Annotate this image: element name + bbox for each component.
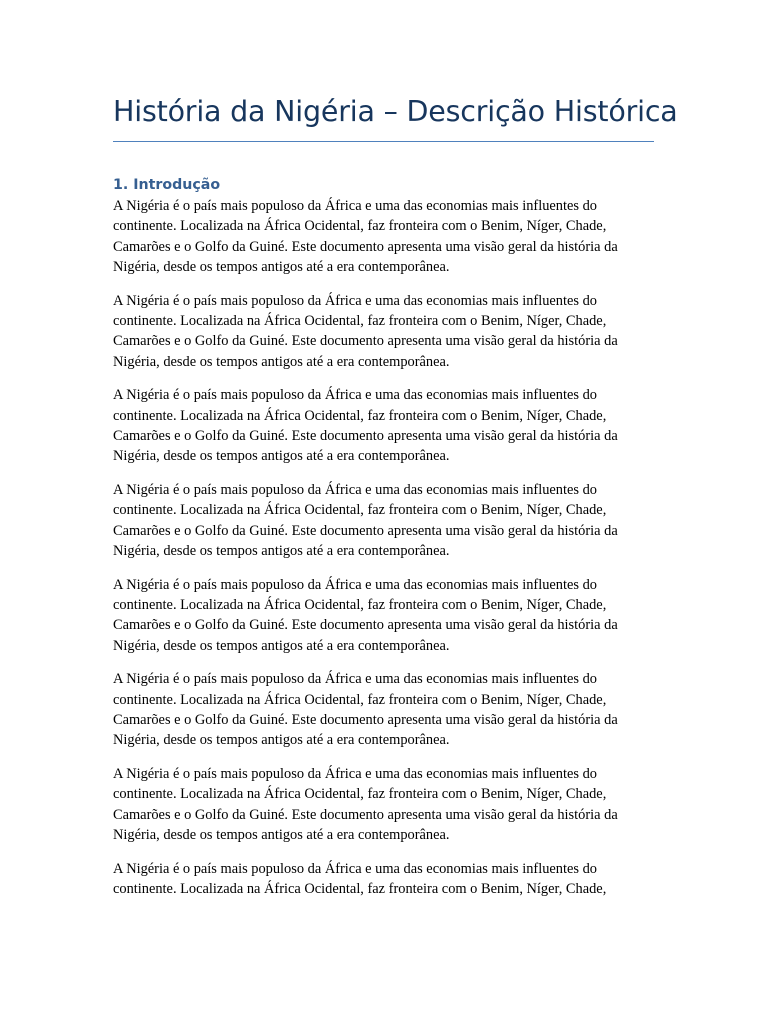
paragraph-line: continente. Localizada na África Ocidental, faz fronteira com o Benim, Níger, Chade, [113,502,607,519]
paragraph-line: A Nigéria é o país mais populoso da África e uma das economias mais influentes do [113,292,597,309]
paragraph-line: continente. Localizada na África Ocidental, faz fronteira com o Benim, Níger, Chade, [113,691,607,708]
body-paragraph [113,764,654,845]
paragraph-line: A Nigéria é o país mais populoso da África e uma das economias mais influentes do [113,671,597,688]
paragraph-line: Camarões e o Golfo da Guiné. Este documento apresenta uma visão geral da história da [113,522,618,539]
paragraph-line: Camarões e o Golfo da Guiné. Este documento apresenta uma visão geral da história da [113,712,618,729]
paragraph-line: A Nigéria é o país mais populoso da África e uma das economias mais influentes do [113,198,597,214]
paragraph-line: Nigéria, desde os tempos antigos até a era contemporânea. [113,542,450,559]
paragraph-line: Nigéria, desde os tempos antigos até a era contemporânea. [113,448,450,465]
paragraph-line: Camarões e o Golfo da Guiné. Este documento apresenta uma visão geral da história da [113,333,618,350]
body-paragraph [113,480,654,561]
body-paragraph [113,196,654,277]
document-title: História da Nigéria – Descrição Histórica [113,92,654,142]
paragraph-line: Camarões e o Golfo da Guiné. Este documento apresenta uma visão geral da história da [113,806,618,823]
paragraph-line: Camarões e o Golfo da Guiné. Este documento apresenta uma visão geral da história da [113,617,618,634]
paragraph-line: A Nigéria é o país mais populoso da África e uma das economias mais influentes do [113,482,597,499]
paragraph-line: Nigéria, desde os tempos antigos até a era contemporânea. [113,637,450,654]
paragraph-line: continente. Localizada na África Ocidental, faz fronteira com o Benim, Níger, Chade, [113,312,607,329]
body-paragraph [113,575,654,656]
paragraph-line: Nigéria, desde os tempos antigos até a era contemporânea. [113,827,450,844]
body-paragraph [113,291,654,372]
body-paragraph [113,385,654,466]
paragraph-line: A Nigéria é o país mais populoso da África e uma das economias mais influentes do [113,576,597,593]
paragraph-line: Camarões e o Golfo da Guiné. Este documento apresenta uma visão geral da história da [113,238,618,255]
section-body [113,196,654,899]
paragraph-line: continente. Localizada na África Ocidental, faz fronteira com o Benim, Níger, Chade, [113,786,607,803]
paragraph-line: Camarões e o Golfo da Guiné. Este documento apresenta uma visão geral da história da [113,427,618,444]
paragraph-line: continente. Localizada na África Ocidental, faz fronteira com o Benim, Níger, Chade, [113,881,607,898]
paragraph-line: continente. Localizada na África Ocidental, faz fronteira com o Benim, Níger, Chade, [113,407,607,424]
paragraph-line: A Nigéria é o país mais populoso da África e uma das economias mais influentes do [113,766,597,783]
body-paragraph [113,859,654,900]
paragraph-line: Nigéria, desde os tempos antigos até a era contemporânea. [113,732,450,749]
paragraph-line: A Nigéria é o país mais populoso da África e uma das economias mais influentes do [113,387,597,404]
paragraph-line: Nigéria, desde os tempos antigos até a era contemporânea. [113,258,450,275]
paragraph-line: continente. Localizada na África Ocidental, faz fronteira com o Benim, Níger, Chade, [113,597,607,614]
body-paragraph [113,669,654,750]
paragraph-line: A Nigéria é o país mais populoso da África e uma das economias mais influentes do [113,860,597,877]
paragraph-line: continente. Localizada na África Ocidental, faz fronteira com o Benim, Níger, Chade, [113,218,607,235]
section-heading-introducao: 1. Introdução [113,177,221,193]
paragraph-line: Nigéria, desde os tempos antigos até a era contemporânea. [113,353,450,370]
